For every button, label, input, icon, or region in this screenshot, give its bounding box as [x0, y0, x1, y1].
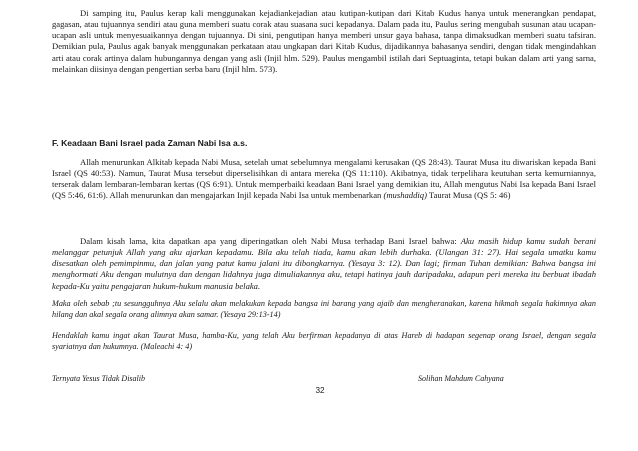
page-number: 32: [315, 386, 325, 395]
paragraph-italic-term: (mushaddiq): [383, 190, 427, 201]
paragraph-torah-history: [52, 157, 596, 202]
quote-yesaya: Maka oleh sebab ;tu sesungguhnya Aku selalu akan melakukan kepada bangsa ini barang yang ajaib dan mengheranakan, karena hikmah segala hakimnya akan hilang dan akal segala orang alimnya akan samar. (Yesaya 29:13-14): [52, 299, 596, 320]
quote-maleachi: Hendaklah kamu ingat akan Taurat Musa, hamba-Ku, yang telah Aku berfirman kepadanya di atas Hareb di hadapan segenap orang Israel, dengan segala syariatnya dan hukumnya. (Maleachi 4: 4): [52, 331, 596, 352]
paragraph-text: Di samping itu, Paulus kerap kali menggunakan kejadiankejadian atau kutipan-kutipan dari Kitab Kudus hanya untuk menerangkan pendapat, gagasan, atau tujuannya sendiri atau guna memberi suatu corak atau suasana suci kepadanya. Dalam pada itu, Paulus sering mengubah susunan atau ucapan-ucapan asli untuk menyesuaikannya dengan tujuannya. Di sini, pengutipan hanya memberi unsur gaya bahasa, tanpa dimaksudkan memberi suatu tafsiran. Demikian pula, Paulus agak banyak menggunakan perkataan atau ungkapan dari Kitab Kudus, dijadikannya bahasanya sendiri, dengan tidak mengindahkan arti atau corak artinya dalam hubungannya dengan yang asli (Injil hlm. 529). Paulus mengambil istilah dari Septuaginta, tetapi bukan dalam arti yang sarna, melainkan diisinya dengan pengertian serba baru (Injil hlm. 573).: [52, 8, 596, 74]
paragraph-musa-warning: [52, 236, 596, 292]
paragraph-text: Taurat Musa (QS 5: 46): [426, 190, 511, 201]
paragraph-italic-quote: Aku masih hidup kamu sudah berani melanggar petunjuk Allah yang aku ajarkan kepadamu. Bila aku telah tiada, kamu akan lebih durhaka. (Ulangan 31: 27). Hai segala umatku kamu disesatkan oleh pemimpinmu, dan jalan yang patut kamu jalani itu dibongkarnya. (Yesaya 3: 12). Dan lagi; firman Tuhan demikian: Bahwa bangsa ini menghormati Aku dengan mulutnya dan dengan lidahnya juga dimuliakannya aku, tetapi hatinya jauh daripadaku, adapun peri mereka itu berbuat ibadah kepada-Ku yaitu pengajaran hukum-hukum manusia belaka.: [52, 236, 597, 291]
section-heading: F. Keadaan Bani Israel pada Zaman Nabi Isa a.s.: [52, 138, 248, 148]
paragraph-text: Allah menurunkan Alkitab kepada Nabi Musa, setelah umat sebelumnya mengalami kerusakan (QS 28:43). Taurat Musa itu diwariskan kepada Bani Israel (QS 40:53). Namun, Taurat Musa tersebut diperselisihkan di antara mereka (QS 11:110). Akibatnya, tidak terpelihara keutuhan serta kemurniannya, terserak dalam lembaran-lembaran kertas (QS 6:91). Untuk memperbaiki keadaan Bani Israel yang demikian itu, Allah mengutus Nabi Isa kepada Bani Israel (QS 5:46, 61:6). Allah menurunkan dan mengajarkan Injil kepada Nabi Isa untuk membenarkan: [52, 157, 596, 201]
footer-author: Solihan Mahdum Cahyana: [418, 374, 504, 383]
footer-book-title: Ternyata Yesus Tidak Disalib: [52, 374, 145, 383]
paragraph-text: Dalam kisah lama, kita dapatkan apa yang diperingatkan oleh Nabi Musa terhadap Bani Israel bahwa:: [80, 236, 461, 246]
paragraph-paulus-quotes: [52, 8, 596, 75]
